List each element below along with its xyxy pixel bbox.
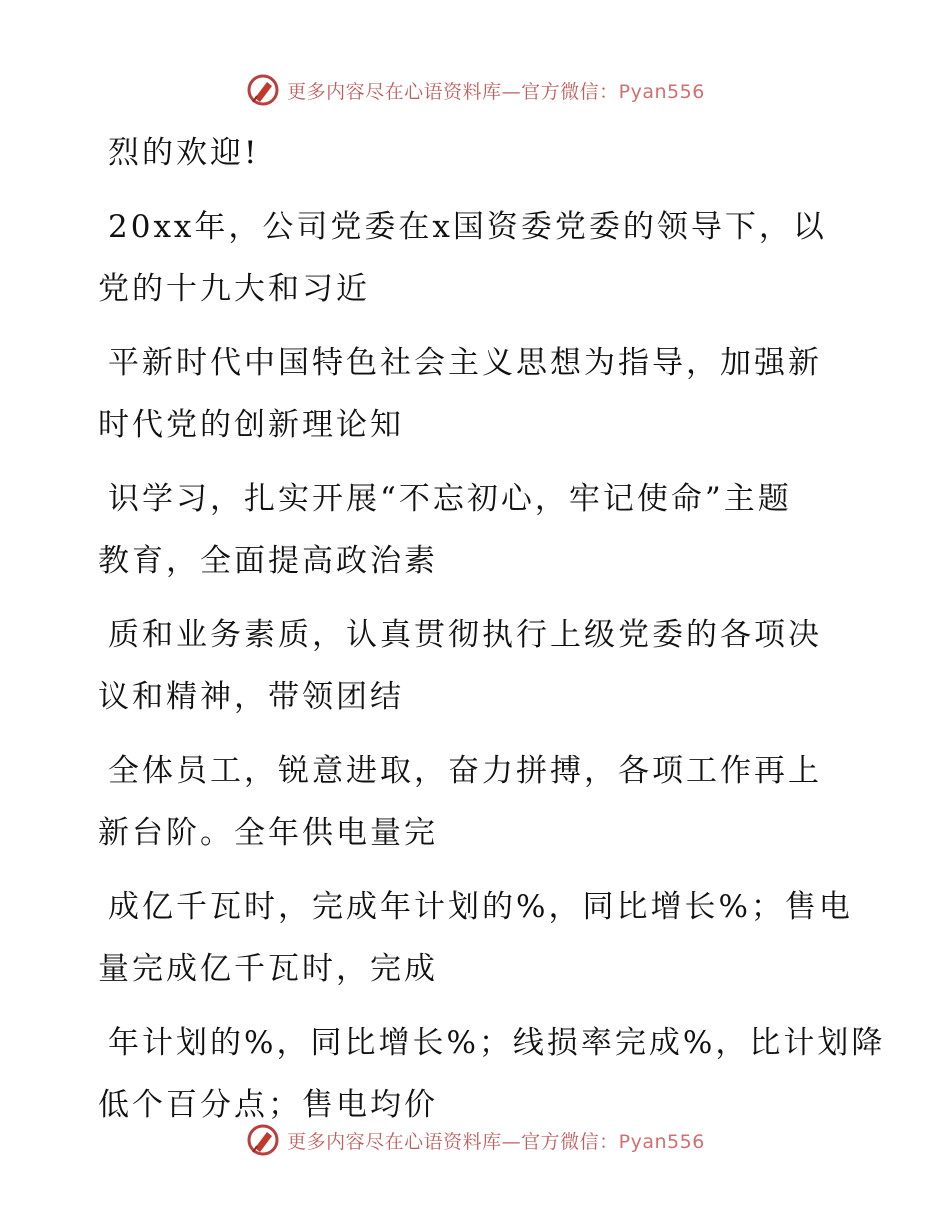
banner-text xyxy=(287,1127,705,1154)
body-line: 成亿千瓦时，完成年计划的%，同比增长%；售电 xyxy=(108,889,853,925)
body-line: 时代党的创新理论知 xyxy=(98,407,404,443)
banner-wechat-handle: Pyan556 xyxy=(618,80,705,103)
body-line: 议和精神，带领团结 xyxy=(98,679,404,715)
body-line: 烈的欢迎! xyxy=(108,135,260,171)
header-banner xyxy=(0,70,950,110)
document-body xyxy=(98,122,886,1136)
body-line: 年计划的%，同比增长%；线损率完成%，比计划降 xyxy=(108,1025,886,1061)
body-line: 20xx年，公司党委在x国资委党委的领导下，以 xyxy=(108,209,827,245)
banner-wechat-handle: Pyan556 xyxy=(618,1130,705,1153)
body-line: 平新时代中国特色社会主义思想为指导，加强新 xyxy=(108,345,822,381)
banner-text xyxy=(287,77,705,104)
banner-text-main: 更多内容尽在心语资料库—官方微信： xyxy=(287,80,619,103)
body-line: 质和业务素质，认真贯彻执行上级党委的各项决 xyxy=(108,617,822,653)
body-line: 新台阶。全年供电量完 xyxy=(98,815,438,851)
body-line: 识学习，扎实开展“不忘初心，牢记使命”主题 xyxy=(108,481,792,517)
fountain-pen-logo-icon xyxy=(245,1122,281,1158)
body-line: 低个百分点；售电均价 xyxy=(98,1087,438,1123)
body-line: 全体员工，锐意进取，奋力拼搏，各项工作再上 xyxy=(108,753,822,789)
body-line: 党的十九大和习近 xyxy=(98,271,370,307)
body-line: 教育，全面提高政治素 xyxy=(98,543,438,579)
fountain-pen-logo-icon xyxy=(245,72,281,108)
banner-text-main: 更多内容尽在心语资料库—官方微信： xyxy=(287,1130,619,1153)
footer-banner xyxy=(0,1120,950,1160)
body-line: 量完成亿千瓦时，完成 xyxy=(98,951,438,987)
